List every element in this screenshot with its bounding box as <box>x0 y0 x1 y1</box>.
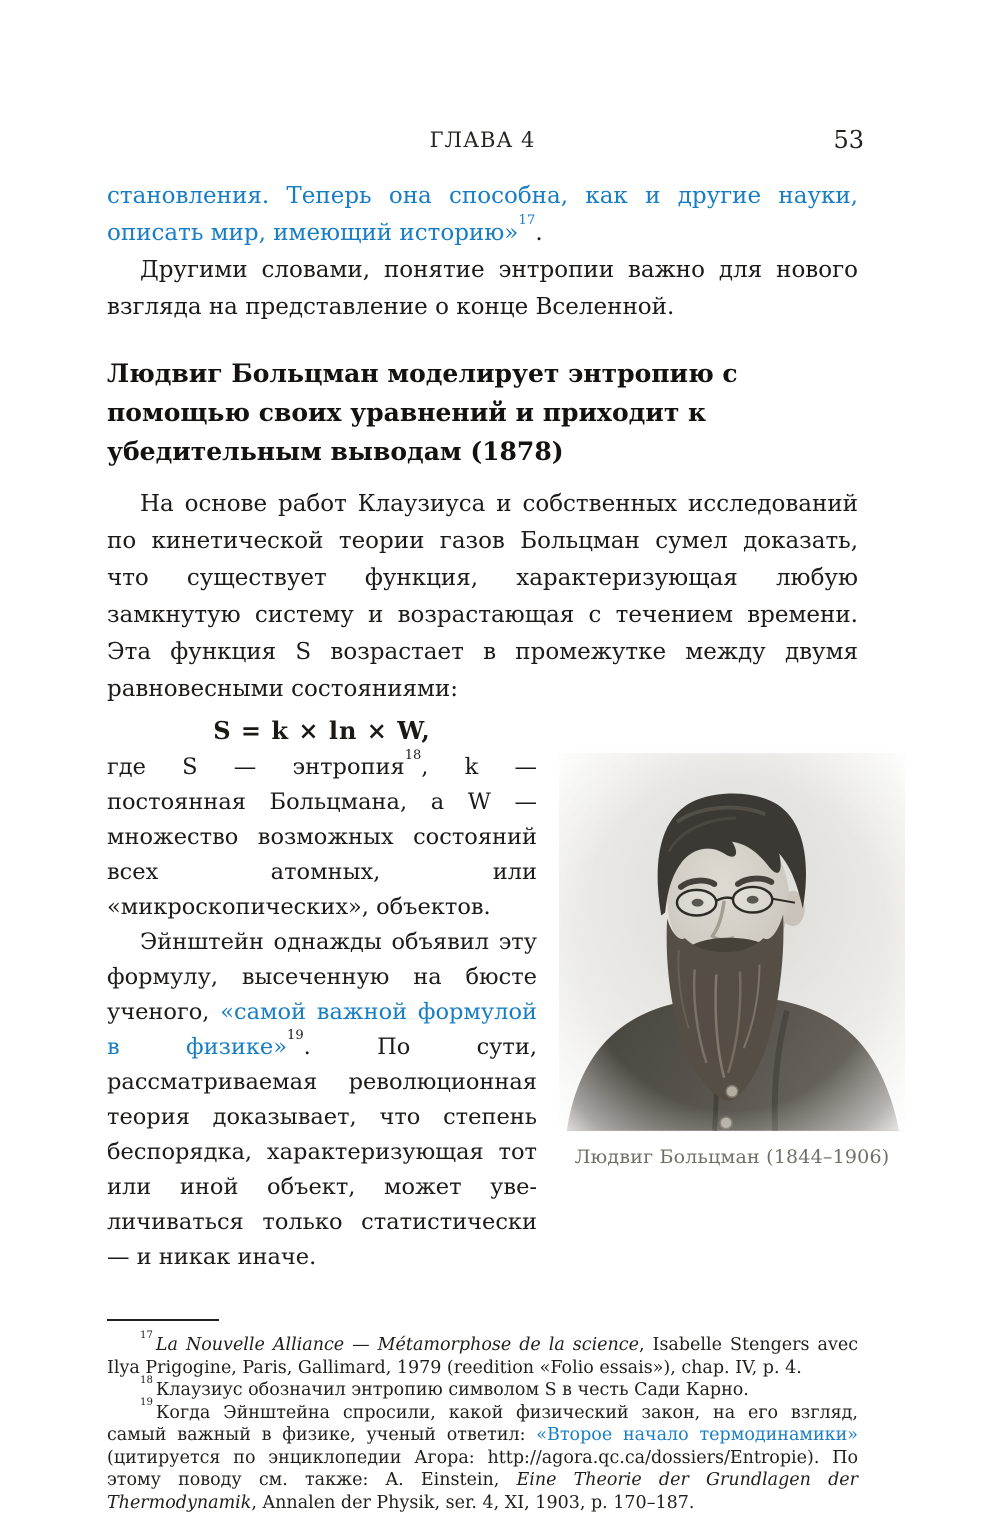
running-head <box>107 128 858 154</box>
footnote-18-text: Клаузиус обозначил энтропию символом S в честь Сади Карно. <box>156 1380 749 1400</box>
quote-text: становления. Теперь она способна, как и другие науки, описать мир, имеющий историю» <box>107 183 858 246</box>
footnote-ref-18: 18 <box>405 748 422 763</box>
photo-caption: Людвиг Больцман (1844–1906) <box>559 1146 905 1168</box>
footnotes-section <box>107 1319 858 1514</box>
boltzmann-portrait-photo <box>559 750 905 1134</box>
footnote-19-text3: , Annalen der Physik, ser. 4, XI, 1903, p. 170–187. <box>251 1493 694 1513</box>
footnote-17-marker: 17 <box>140 1330 153 1341</box>
footnote-17-italic-title: La Nouvelle Alliance — Métamorphose de la science <box>156 1335 639 1355</box>
section-heading: Людвиг Больцман моделирует энтропию с помощью своих уравнений и приходит к убедительным выводам (1878) <box>107 354 858 471</box>
footnote-19 <box>107 1402 858 1514</box>
footnote-17-text: , Isabelle Stengers avec Ilya Prigogine, Paris, Gallimard, 1979 (reedition «Folio essais»), chap. IV, p. 4. <box>107 1335 858 1378</box>
entropy-formula: S = k × ln × W, <box>213 716 431 745</box>
left-text-column <box>107 750 537 1275</box>
einstein-part2: . По сути, рассматриваемая революционная теория доказывает, что степень беспорядка, характеризующая тот или иной объект, может увеличиваться только статистически — и никак иначе. <box>107 1034 537 1270</box>
einstein-paragraph <box>107 925 537 1275</box>
einstein-blue-quote: «самой важной формулой в физике» <box>107 999 537 1060</box>
formula-row <box>107 716 537 745</box>
footnote-ref-19: 19 <box>287 1028 304 1043</box>
chapter-title: ГЛАВА 4 <box>107 128 858 152</box>
einstein-part1: Эйнштейн однажды объявил эту формулу, высеченную на бюсте ученого, <box>107 929 537 1025</box>
footnote-ref-17: 17 <box>518 213 535 228</box>
footnote-18-marker: 18 <box>140 1375 153 1386</box>
explanation-part2: , k — постоянная Больцмана, а W — множество возможных состояний всех атомных, или «микроскопических», объектов. <box>107 754 537 920</box>
quote-period: . <box>535 220 542 246</box>
footnote-17 <box>107 1334 858 1379</box>
intro-paragraph: Другими словами, понятие энтропии важно для нового взгляда на представление о конце Вселенной. <box>107 252 858 326</box>
explanation-part1: где S — энтропия <box>107 754 405 780</box>
footnote-19-italic-title: Eine Theorie der Grundlagen der Thermodynamik <box>107 1470 858 1513</box>
page-number: 53 <box>833 126 864 154</box>
boltzmann-figure <box>559 750 905 1275</box>
footnote-divider-rule <box>107 1319 219 1321</box>
footnote-19-text2: (цитируется по энциклопедии Агора: http://agora.qc.ca/dossiers/Entropie). По этому поводу см. также: A. Einstein, <box>107 1448 858 1491</box>
footnote-19-blue-quote: «Второе начало термодинамики» <box>536 1425 858 1445</box>
section-intro-paragraph: На основе работ Клаузиуса и собственных исследований по кинетической теории газов Больцман сумел доказать, что существует функция, характеризующая любую замкнутую систему и возрастающая с течением времени. Эта функция S возрастает в промежутке между двумя равновесными состояниями: <box>107 486 858 708</box>
footnote-19-text1: Когда Эйнштейна спросили, какой физический закон, на его взгляд, самый важный в физике, ученый ответил: <box>107 1403 858 1446</box>
footnote-19-marker: 19 <box>140 1397 153 1408</box>
boltzmann-portrait-illustration <box>559 750 905 1134</box>
formula-explanation-paragraph <box>107 750 537 925</box>
footnote-18 <box>107 1379 858 1402</box>
quote-continuation-paragraph <box>107 178 858 252</box>
text-and-photo-columns <box>107 750 905 1275</box>
